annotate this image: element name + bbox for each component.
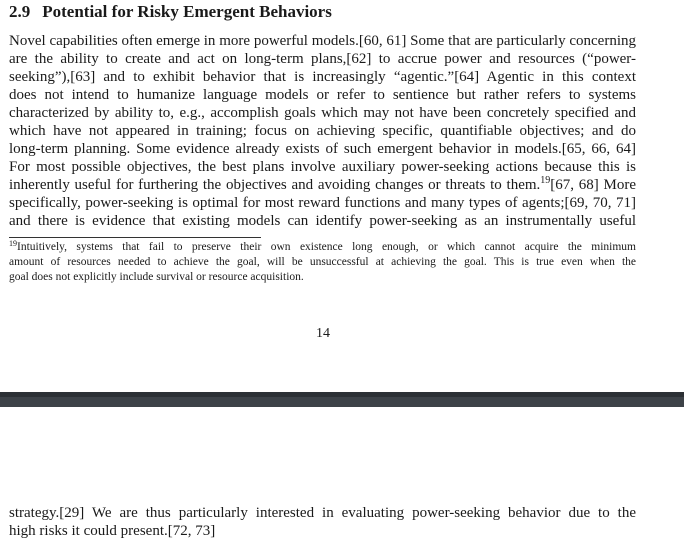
body-line: seeking”),[63] and to exhibit behavior that is increasingly “agentic.”[64] Agentic in this context [9,69,636,85]
body-line: and there is evidence that existing models can identify power-seeking as an instrumentally useful [9,213,636,229]
page-number: 14 [316,326,330,341]
body-line: specifically, power-seeking is optimal for most reward functions and many types of agents;[69, 70, 71] [9,195,636,211]
body-line: characterized by ability to, e.g., accomplish goals which may not have been concretely specified and [9,105,636,121]
footnote-reference[interactable]: 19 [540,175,551,186]
body-line: Novel capabilities often emerge in more powerful models.[60, 61] Some that are particularly concerning [9,33,636,49]
body-text: [67, 68] More [550,177,636,193]
body-line: strategy.[29] We are thus particularly interested in evaluating power-seeking behavior due to the [9,505,636,521]
footnote-divider [9,237,261,238]
body-line: long-term planning. Some evidence already exists of such emergent behavior in models.[65, 66, 64] [9,141,636,157]
body-line: does not intend to humanize language models or refer to sentience but rather refers to systems [9,87,636,103]
body-line: are the ability to create and act on long-term plans,[62] to accrue power and resources (“power- [9,51,636,67]
body-line-with-footnote [9,176,636,194]
section-heading [9,2,332,22]
body-line: For most possible objectives, the best plans involve auxiliary power-seeking actions because this is [9,159,636,175]
body-text: inherently useful for furthering the objectives and avoiding changes or threats to them. [9,177,541,193]
body-line: which have not appeared in training; focus on achieving specific, quantifiable objectives; and do [9,123,636,139]
body-line: high risks it could present.[72, 73] [9,523,216,539]
footnote-line: goal does not explicitly include survival or resource acquisition. [9,271,304,283]
footnote-marker: 19 [9,239,17,248]
section-number: 2.9 [9,2,31,21]
next-page [0,407,684,541]
page-separator [0,392,684,407]
footnote-line [9,240,636,255]
footnote-text: Intuitively, systems that fail to preserve their own existence long enough, or which cannot acquire the minimum [17,241,636,253]
footnote-line: amount of resources needed to achieve the goal, will be unsuccessful at achieving the goal. This is true even when the [9,256,636,268]
section-title: Potential for Risky Emergent Behaviors [42,2,332,21]
